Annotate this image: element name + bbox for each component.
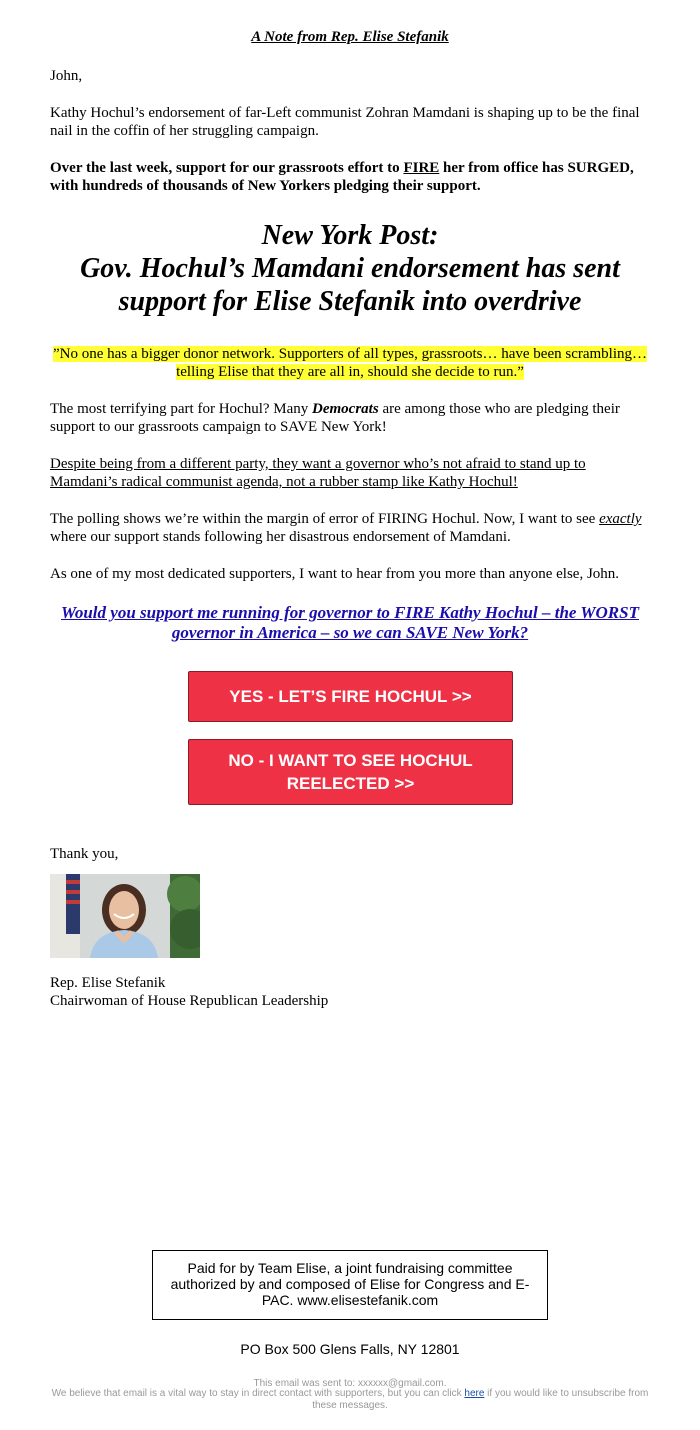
paragraph-2: Over the last week, support for our grassroots effort to FIRE her from office has SURGED, with hundreds of thousands of New Yorkers pledging their support. xyxy=(50,160,634,194)
no-reelect-hochul-button[interactable]: NO - I WANT TO SEE HOCHUL REELECTED >> xyxy=(188,739,513,805)
unsubscribe-notice: We believe that email is a vital way to stay in direct contact with supporters, but you can click here if you would like to unsubscribe from these messages. xyxy=(51,1388,649,1411)
headline xyxy=(50,219,650,318)
elise-stefanik-photo xyxy=(50,874,200,958)
highlighted-quote: ”No one has a bigger donor network. Supporters of all types, grassroots… have been scrambling… telling Elise that they are all in, should she decide to run.” xyxy=(52,346,648,380)
paragraph-6: As one of my most dedicated supporters, I want to hear from you more than anyone else, John. xyxy=(50,566,620,582)
ask-question xyxy=(50,603,650,643)
unsubscribe-link[interactable]: here xyxy=(464,1388,485,1399)
paid-for-disclaimer: Paid for by Team Elise, a joint fundraising committee authorized by and composed of Elise for Congress and E-PAC. www.elisestefanik.com xyxy=(152,1250,548,1320)
thanks-closing: Thank you, xyxy=(50,846,119,862)
fire-word: FIRE xyxy=(403,160,440,176)
paragraph-5: The polling shows we’re within the margin of error of FIRING Hochul. Now, I want to see exactly where our support stands following her disastrous endorsement of Mamdani. xyxy=(50,511,642,545)
email-header-title: A Note from Rep. Elise Stefanik xyxy=(251,29,449,45)
mailing-address: PO Box 500 Glens Falls, NY 12801 xyxy=(240,1341,460,1357)
sent-to-notice: This email was sent to: xxxxxx@gmail.com. xyxy=(253,1378,447,1389)
signature-title: Chairwoman of House Republican Leadership xyxy=(50,993,329,1009)
ask-question-link[interactable]: Would you support me running for governor to FIRE Kathy Hochul – the WORST governor in America – so we can SAVE New York? xyxy=(61,603,639,642)
yes-fire-hochul-button[interactable]: YES - LET’S FIRE HOCHUL >> xyxy=(188,671,513,722)
email-body xyxy=(50,0,650,1010)
signature-name: Rep. Elise Stefanik xyxy=(50,975,166,991)
exactly-word: exactly xyxy=(599,511,642,527)
headline-text: Gov. Hochul’s Mamdani endorsement has sent support for Elise Stefanik into overdrive xyxy=(80,253,620,317)
democrats-word: Democrats xyxy=(312,401,379,417)
paragraph-4: Despite being from a different party, they want a governor who’s not afraid to stand up to Mamdani’s radical communist agenda, not a rubber stamp like Kathy Hochul! xyxy=(50,456,586,490)
paragraph-1: Kathy Hochul’s endorsement of far-Left communist Zohran Mamdani is shaping up to be the final nail in the coffin of her struggling campaign. xyxy=(50,105,640,139)
greeting: John, xyxy=(50,68,83,84)
paragraph-3: The most terrifying part for Hochul? Many Democrats are among those who are pledging their support to our grassroots campaign to SAVE New York! xyxy=(50,401,620,435)
headline-source: New York Post: xyxy=(261,220,439,251)
